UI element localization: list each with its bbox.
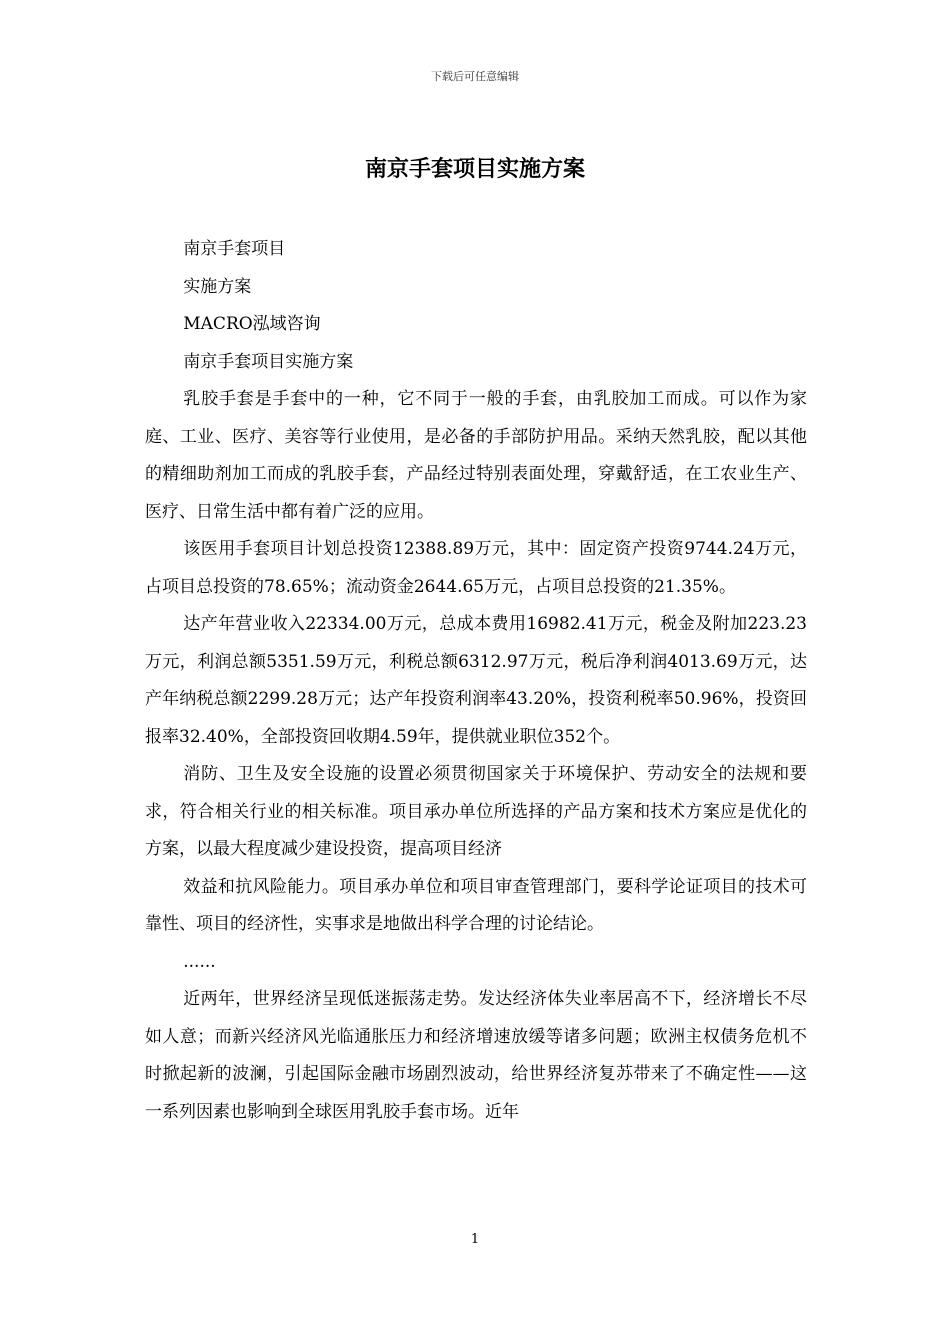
paragraph-investment: 该医用手套项目计划总投资12388.89万元，其中：固定资产投资9744.24万元，占项目总投资的78.65%；流动资金2644.65万元，占项目总投资的21.35%。 (145, 539, 807, 597)
page-number: 1 (470, 1232, 480, 1247)
paragraph-revenue: 达产年营业收入22334.00万元，总成本费用16982.41万元，税金及附加223.23万元，利润总额5351.59万元，利税总额6312.97万元，税后净利润4013.69万元，达产年纳税总额2299.28万元；达产年投资利润率43.20%，投资利税率50.96%，投资回报率32.40%，全部投资回收期4.59年，提供就业职位352个。 (145, 614, 807, 747)
document-title: 南京手套项目实施方案 (364, 156, 585, 182)
paragraph-world-economy: 近两年，世界经济呈现低迷振荡走势。发达经济体失业率居高不下，经济增长不尽如人意；而新兴经济风光临通胀压力和经济增速放缓等诸多问题；欧洲主权债务危机不时掀起新的波澜，引起国际金融市场剧烈波动，给世界经济复苏带来了不确定性——这一系列因素也影响到全球医用乳胶手套市场。近年 (145, 989, 807, 1122)
paragraph-benefit: 效益和抗风险能力。项目承办单位和项目审查管理部门，要科学论证项目的技术可靠性、项目的经济性，实事求是地做出科学合理的讨论结论。 (145, 876, 807, 934)
paragraph-latex-gloves: 乳胶手套是手套中的一种，它不同于一般的手套，由乳胶加工而成。可以作为家庭、工业、医疗、美容等行业使用，是必备的手部防护用品。采纳天然乳胶，配以其他的精细助剂加工而成的乳胶手套，产品经过特别表面处理，穿戴舒适，在工农业生产、医疗、日常生活中都有着广泛的应用。 (145, 389, 807, 522)
cover-line-plan: 实施方案 (183, 276, 252, 297)
paragraph-safety: 消防、卫生及安全设施的设置必须贯彻国家关于环境保护、劳动安全的法规和要求，符合相关行业的相关标准。项目承办单位所选择的产品方案和技术方案应是优化的方案，以最大程度减少建设投资，提高项目经济 (145, 764, 807, 859)
section-heading: 南京手套项目实施方案 (183, 351, 354, 372)
page-header-note: 下载后可任意编辑 (431, 70, 519, 83)
cover-line-project: 南京手套项目 (183, 239, 286, 259)
document-body (145, 231, 807, 1131)
ellipsis-line: ...... (183, 951, 216, 972)
cover-line-consultancy: MACRO泓域咨询 (183, 314, 321, 334)
